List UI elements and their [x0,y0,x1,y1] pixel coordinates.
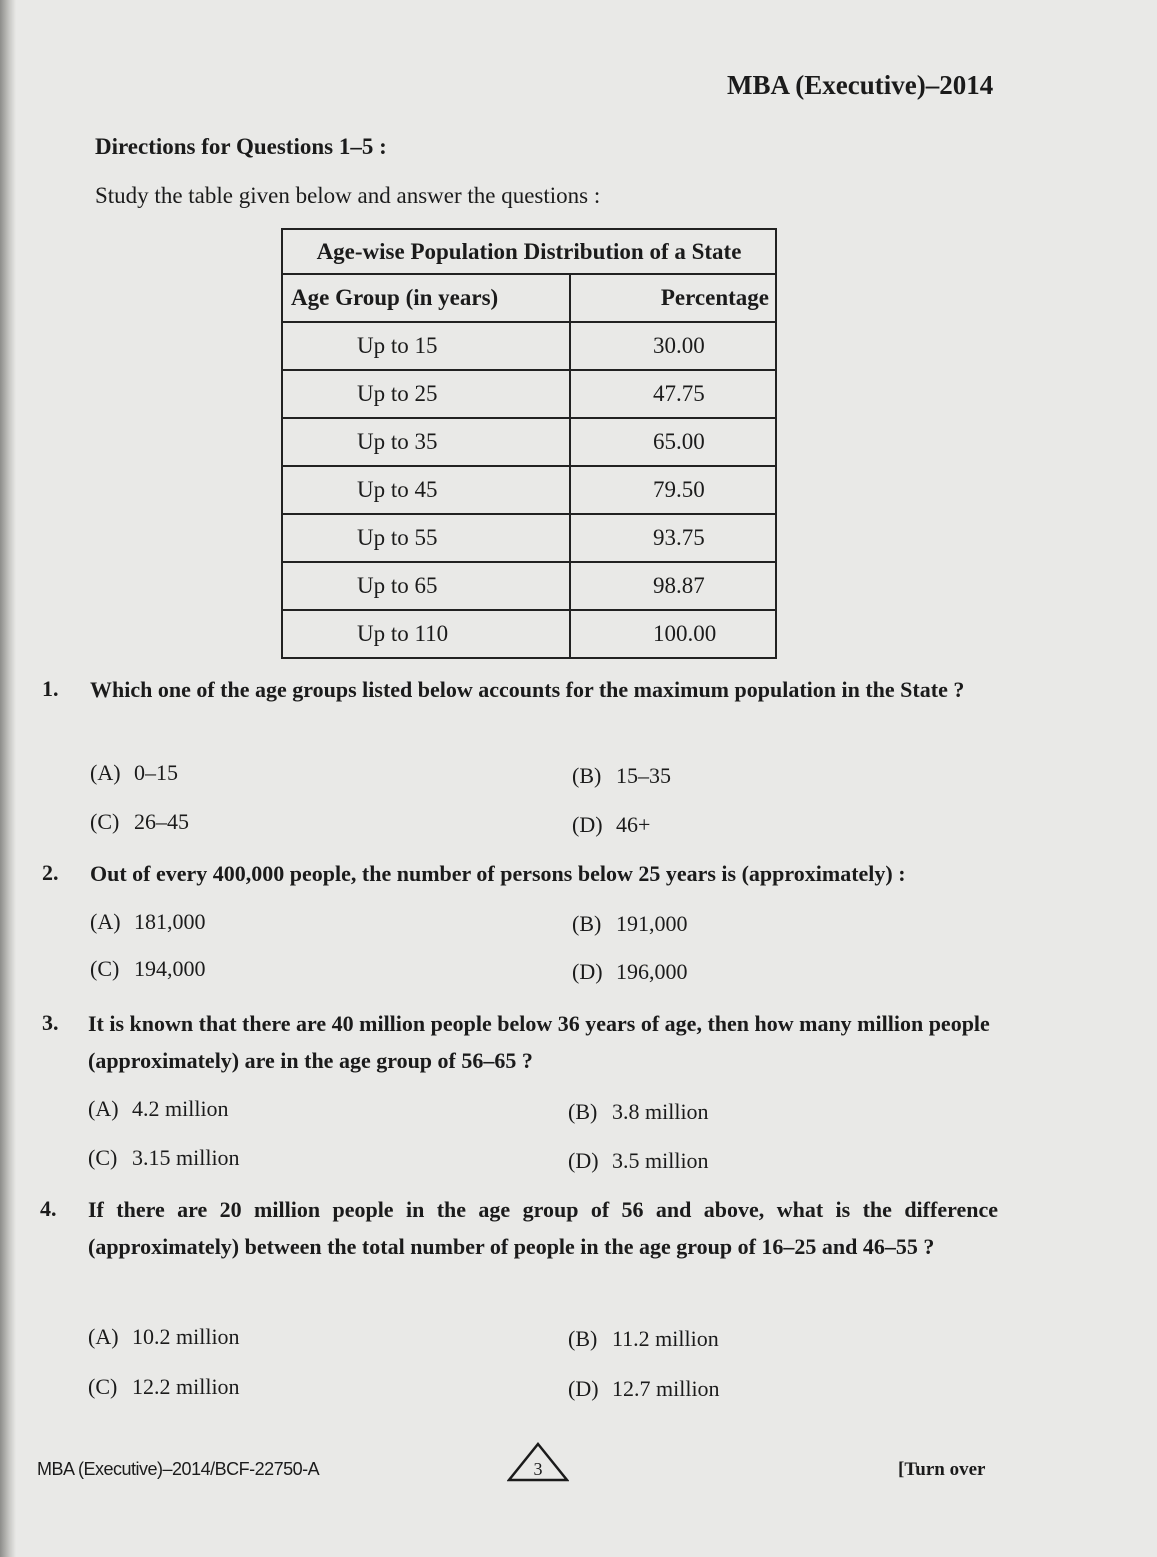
question-2-option-c[interactable]: (C) 194,000 [90,956,206,981]
question-2-option-d[interactable]: (D) 196,000 [572,959,688,984]
age-group-cell: Up to 55 [282,514,570,562]
population-table [281,228,777,659]
table-title: Age-wise Population Distribution of a State [281,228,777,273]
table-row [282,514,776,562]
age-group-cell: Up to 15 [282,322,570,370]
table-row [282,370,776,418]
turn-over-label: [Turn over [898,1459,986,1480]
percentage-cell: 30.00 [570,322,776,370]
question-2-text: Out of every 400,000 people, the number of persons below 25 years is (approximately) : [90,861,906,886]
question-3-option-a[interactable]: (A) 4.2 million [88,1096,229,1121]
column-header-percentage: Percentage [570,274,776,322]
table-row [282,562,776,610]
percentage-cell: 93.75 [570,514,776,562]
footer-booklet-code: MBA (Executive)–2014/BCF-22750-A [37,1459,320,1479]
percentage-cell: 79.50 [570,466,776,514]
question-1-option-d[interactable]: (D) 46+ [572,812,651,837]
question-4-option-d[interactable]: (D) 12.7 million [568,1376,720,1401]
exam-title: MBA (Executive)–2014 [727,70,994,100]
page-number-triangle-icon [507,1442,569,1482]
question-3-text: It is known that there are 40 million people below 36 years of age, then how many million people (approximately) are in the age group of 56–65 ? [88,1011,990,1073]
page-binding-edge [0,0,16,1557]
question-4-number: 4. [40,1196,57,1221]
table-row [282,610,776,658]
question-3-option-d[interactable]: (D) 3.5 million [568,1148,709,1173]
directions-heading: Directions for Questions 1–5 : [95,134,387,159]
question-3-option-c[interactable]: (C) 3.15 million [88,1145,240,1170]
question-2-number: 2. [42,860,59,885]
table-row [282,418,776,466]
question-4-option-b[interactable]: (B) 11.2 million [568,1326,719,1351]
question-1-option-a[interactable]: (A) 0–15 [90,760,178,785]
page-number: 3 [533,1459,543,1479]
question-1-option-b[interactable]: (B) 15–35 [572,763,671,788]
question-4-option-a[interactable]: (A) 10.2 million [88,1324,240,1349]
question-1-text: Which one of the age groups listed below accounts for the maximum population in the State ? [90,677,965,702]
column-header-age-group: Age Group (in years) [282,274,570,322]
percentage-cell: 47.75 [570,370,776,418]
question-2-option-a[interactable]: (A) 181,000 [90,909,206,934]
table-header-row [282,274,776,322]
question-3-option-b[interactable]: (B) 3.8 million [568,1099,709,1124]
question-2-option-b[interactable]: (B) 191,000 [572,911,688,936]
question-4-text: If there are 20 million people in the age group of 56 and above, what is the difference (approximately) between the total number of people in the age group of 16–25 and 46–55 ? [88,1197,998,1259]
percentage-cell: 65.00 [570,418,776,466]
age-group-cell: Up to 65 [282,562,570,610]
percentage-cell: 98.87 [570,562,776,610]
question-4-option-c[interactable]: (C) 12.2 million [88,1374,240,1399]
question-1-option-c[interactable]: (C) 26–45 [90,809,189,834]
question-1-number: 1. [42,676,59,701]
age-group-cell: Up to 25 [282,370,570,418]
age-group-cell: Up to 110 [282,610,570,658]
table-row [282,466,776,514]
age-group-cell: Up to 45 [282,466,570,514]
percentage-cell: 100.00 [570,610,776,658]
table-row [282,322,776,370]
question-3-number: 3. [42,1010,59,1035]
age-group-cell: Up to 35 [282,418,570,466]
directions-instruction: Study the table given below and answer the questions : [95,183,601,208]
